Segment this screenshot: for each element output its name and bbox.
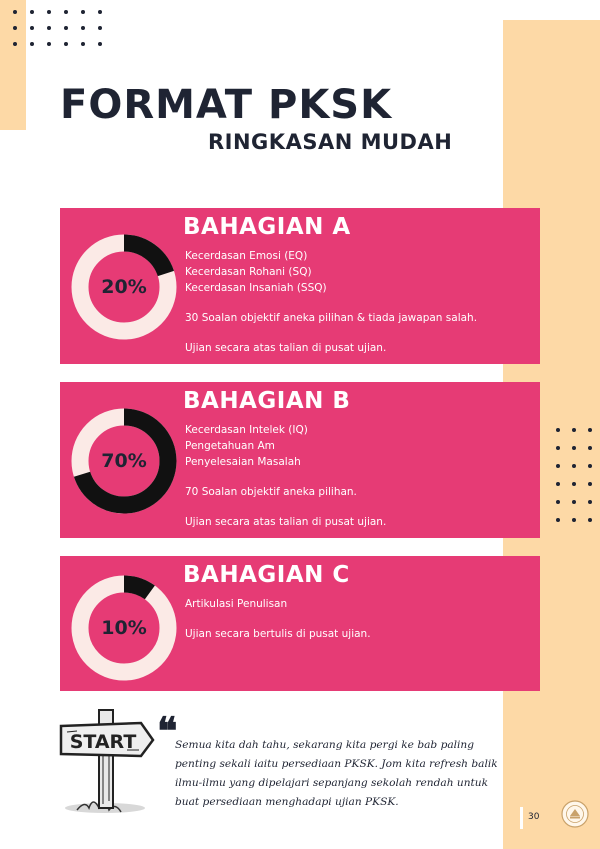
start-signpost-illustration [57,706,157,816]
section-title: BAHAGIAN C [183,562,350,588]
decor-dot-grid-right [556,428,592,522]
percent-label: 70% [101,450,147,472]
section-title: BAHAGIAN A [183,214,351,240]
section-bahagian-a [60,208,540,364]
school-logo-icon [561,800,589,828]
donut-chart-b [70,407,178,515]
section-content [185,422,386,530]
percent-label: 10% [101,617,147,639]
exam-mode-note: Ujian secara atas talian di pusat ujian. [185,342,387,354]
percent-label: 20% [101,276,147,298]
exam-mode-note: Ujian secara atas talian di pusat ujian. [185,516,387,528]
section-bahagian-b [60,382,540,538]
page-title: FORMAT PKSK [60,82,393,128]
topic-line: Pengetahuan Am [185,440,275,452]
section-content [185,248,477,356]
topic-line: Kecerdasan Rohani (SQ) [185,266,312,278]
decor-dot-grid-top [13,10,102,46]
topic-line: Kecerdasan Insaniah (SSQ) [185,282,327,294]
donut-chart-a [70,233,178,341]
question-note: 30 Soalan objektif aneka pilihan & tiada jawapan salah. [185,312,478,324]
topic-line: Kecerdasan Emosi (EQ) [185,250,308,262]
page-number-bar [520,807,523,829]
section-title: BAHAGIAN B [183,388,351,414]
signpost-text: START [69,731,137,753]
quote-text: Semua kita dah tahu, sekarang kita pergi ke bab paling penting sekali iaitu persediaan PKSK. Jom kita refresh balik ilmu-ilmu yang dipelajari sepanjang sekolah rendah untuk buat persediaan menghadapi ujian PKSK. [175,739,498,808]
page-subtitle: RINGKASAN MUDAH [208,130,453,154]
topic-line: Artikulasi Penulisan [185,598,288,610]
section-content [185,596,371,642]
topic-line: Kecerdasan Intelek (IQ) [185,424,308,436]
section-bahagian-c [60,556,540,691]
topic-line: Penyelesaian Masalah [185,456,301,468]
page-number: 30 [528,812,540,822]
donut-chart-c [70,574,178,682]
question-note: 70 Soalan objektif aneka pilihan. [185,486,357,498]
exam-mode-note: Ujian secara bertulis di pusat ujian. [185,628,371,640]
quote-mark-icon: ❝ [157,708,178,753]
